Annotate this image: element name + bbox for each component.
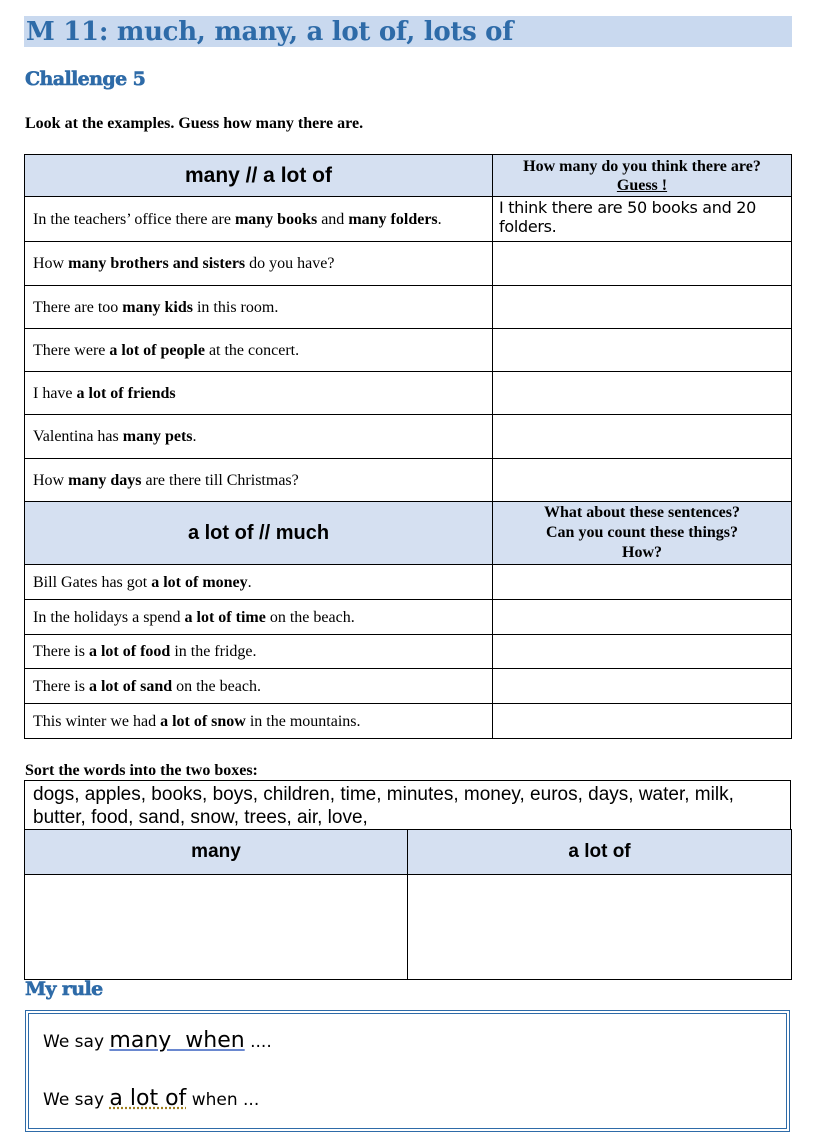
table-row: [25, 329, 792, 372]
page-title: M 11: much, many, a lot of, lots of: [26, 17, 514, 47]
many-header-row: [25, 155, 792, 197]
rule-line-1: We say many when ....: [43, 1028, 272, 1053]
answer-cell[interactable]: [493, 635, 792, 669]
many-header-right: [493, 155, 792, 197]
sort-instruction: Sort the words into the two boxes:: [25, 762, 258, 779]
sentence-cell: How many brothers and sisters do you have?: [25, 242, 493, 286]
word-bank-line-1: dogs, apples, books, boys, children, time, minutes, money, euros, days, water, milk,: [33, 784, 734, 805]
answer-cell[interactable]: [493, 286, 792, 329]
sort-header-row: [25, 830, 792, 875]
table-row: [25, 669, 792, 704]
much-header-row: [25, 502, 792, 565]
table-row: [25, 242, 792, 286]
sentence-cell: I have a lot of friends: [25, 372, 493, 415]
answer-cell[interactable]: [493, 242, 792, 286]
answer-cell[interactable]: [493, 372, 792, 415]
answer-cell[interactable]: I think there are 50 books and 20 folders.: [493, 197, 792, 242]
table-row: [25, 704, 792, 739]
sentence-cell: This winter we had a lot of snow in the mountains.: [25, 704, 493, 739]
rule-line-2: We say a lot of when ...: [43, 1086, 260, 1111]
table-row: [25, 415, 792, 459]
a-lot-of-box[interactable]: [408, 875, 792, 980]
answer-cell[interactable]: [493, 415, 792, 459]
guess-question: How many do you think there are?: [523, 158, 761, 175]
rule-fill-many[interactable]: many when: [109, 1028, 245, 1053]
sentence-cell: There are too many kids in this room.: [25, 286, 493, 329]
answer-cell[interactable]: [493, 565, 792, 600]
table-row: [25, 565, 792, 600]
sentence-cell: How many days are there till Christmas?: [25, 459, 493, 502]
rule-box: [25, 1010, 790, 1132]
sort-header-many: many: [25, 830, 408, 875]
sentence-cell: Valentina has many pets.: [25, 415, 493, 459]
much-header-left: a lot of // much: [25, 502, 493, 565]
table-row: [25, 600, 792, 635]
sentence-cell: In the holidays a spend a lot of time on the beach.: [25, 600, 493, 635]
answer-cell[interactable]: [493, 704, 792, 739]
instruction-text: Look at the examples. Guess how many there are.: [25, 115, 364, 132]
examples-table: [24, 154, 792, 739]
word-bank: [24, 780, 791, 829]
challenge-heading: Challenge 5: [25, 68, 146, 90]
table-row: [25, 459, 792, 502]
many-header-left: many // a lot of: [25, 155, 493, 197]
guess-label: Guess !: [616, 177, 668, 194]
table-row: [25, 197, 792, 242]
answer-cell[interactable]: [493, 669, 792, 704]
answer-cell[interactable]: [493, 459, 792, 502]
my-rule-heading: My rule: [25, 978, 103, 1000]
many-box[interactable]: [25, 875, 408, 980]
sort-header-a-lot-of: a lot of: [408, 830, 792, 875]
table-row: [25, 635, 792, 669]
sort-table: [24, 829, 792, 980]
sentence-cell: Bill Gates has got a lot of money.: [25, 565, 493, 600]
rule-fill-a-lot-of[interactable]: a lot of: [109, 1086, 187, 1111]
much-header-right: What about these sentences? Can you count these things? How?: [493, 502, 792, 565]
answer-cell[interactable]: [493, 329, 792, 372]
sentence-cell: There is a lot of food in the fridge.: [25, 635, 493, 669]
table-row: [25, 286, 792, 329]
sentence-cell: There is a lot of sand on the beach.: [25, 669, 493, 704]
sentence-cell: There were a lot of people at the concert.: [25, 329, 493, 372]
sort-body-row: [25, 875, 792, 980]
sentence-cell: In the teachers’ office there are many books and many folders.: [25, 197, 493, 242]
answer-cell[interactable]: [493, 600, 792, 635]
table-row: [25, 372, 792, 415]
word-bank-line-2: butter, food, sand, snow, trees, air, love,: [33, 807, 368, 828]
title-bar: [24, 16, 792, 47]
